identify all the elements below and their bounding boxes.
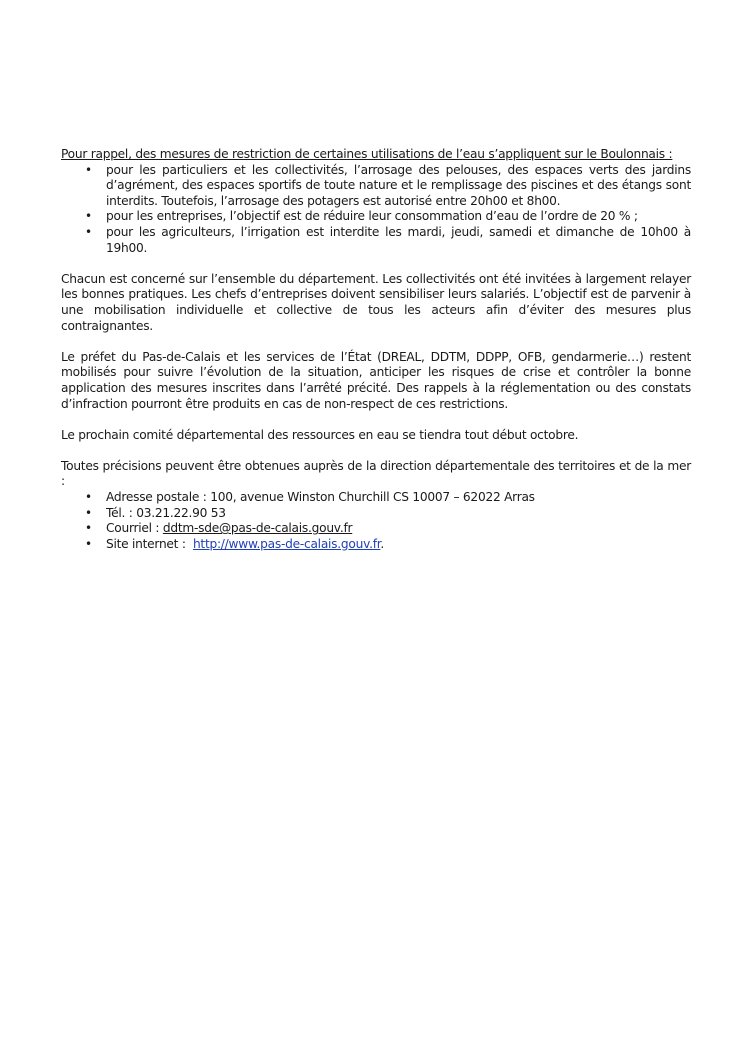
paragraph-prefect: Le préfet du Pas-de-Calais et les services de l’État (DREAL, DDTM, DDPP, OFB, gendarmerie…) restent mobilisés pour suivre l’évolution de la situation, anticiper les risques de crise et contrôler la bonne application des mesures inscrites dans l’arrêté précité. Des rappels à la réglementation ou des constats d’infraction pourront être produits en cas de non-respect de ces restrictions. — [61, 349, 691, 411]
restriction-text: pour les entreprises, l’objectif est de réduire leur consommation d’eau de l’ordre de 20 % ; — [106, 209, 638, 224]
contact-address — [61, 490, 691, 506]
restriction-item-individuals — [61, 163, 691, 210]
contact-list — [61, 490, 691, 552]
email-label: Courriel : — [106, 521, 163, 536]
restrictions-list — [61, 163, 691, 257]
paragraph-committee: Le prochain comité départemental des ressources en eau se tiendra tout début octobre. — [61, 427, 579, 442]
bullet-icon: • — [85, 505, 92, 520]
address-label: Adresse postale : — [106, 490, 211, 505]
restriction-text: pour les particuliers et les collectivités, l’arrosage des pelouses, des espaces verts des jardins d’agrément, des espaces sportifs de toute nature et le remplissage des piscines et des étangs sont interdits. Toutefois, l’arrosage des potagers est autorisé entre 20h00 et 8h00. — [106, 162, 691, 208]
bullet-icon: • — [85, 224, 92, 239]
document-page — [61, 147, 691, 568]
restriction-text: pour les agriculteurs, l’irrigation est interdite les mardi, jeudi, samedi et dimanche de 10h00 à 19h00. — [106, 224, 691, 255]
paragraph-concerned: Chacun est concerné sur l’ensemble du département. Les collectivités ont été invitées à largement relayer les bonnes pratiques. Les chefs d’entreprises doivent sensibiliser leurs salariés. L’objectif est de parvenir à une mobilisation individuelle et collective de tous les acteurs afin d’éviter des mesures plus contraignantes. — [61, 271, 691, 333]
contact-email — [61, 521, 691, 537]
restriction-item-businesses — [61, 209, 691, 225]
website-label: Site internet : — [106, 536, 193, 551]
email-link[interactable]: ddtm-sde@pas-de-calais.gouv.fr — [162, 521, 353, 536]
bullet-icon: • — [85, 209, 92, 224]
intro-heading: Pour rappel, des mesures de restriction de certaines utilisations de l’eau s’appliquent sur le Boulonnais : — [61, 147, 673, 161]
bullet-icon: • — [85, 521, 92, 536]
website-suffix: . — [380, 536, 385, 551]
paragraph-contact-intro: Toutes précisions peuvent être obtenues auprès de la direction départementale des territoires et de la mer : — [61, 458, 691, 489]
website-link[interactable]: http://www.pas-de-calais.gouv.fr — [192, 536, 381, 551]
bullet-icon: • — [85, 490, 92, 505]
phone-value: 03.21.22.90 53 — [136, 505, 226, 520]
contact-website — [61, 537, 691, 553]
restriction-item-farmers — [61, 225, 691, 256]
contact-phone — [61, 506, 691, 522]
bullet-icon: • — [85, 162, 92, 177]
address-value: 100, avenue Winston Churchill CS 10007 – 62022 Arras — [210, 490, 535, 505]
phone-label: Tél. : — [106, 505, 137, 520]
bullet-icon: • — [85, 536, 92, 551]
